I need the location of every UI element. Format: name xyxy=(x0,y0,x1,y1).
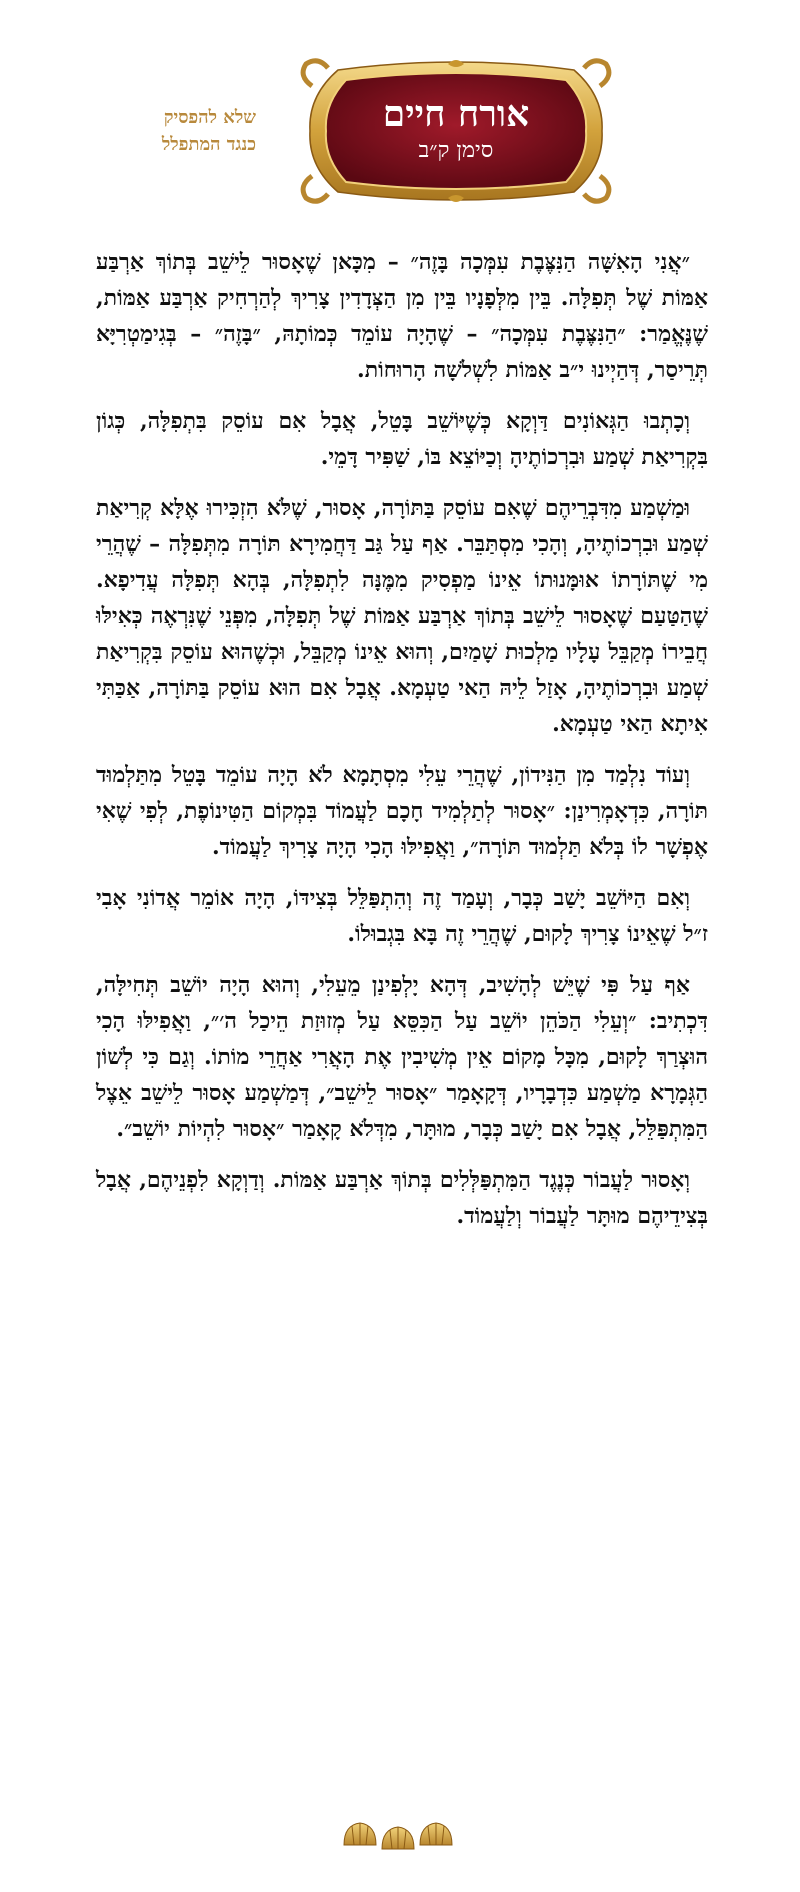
page-header xyxy=(0,0,800,230)
side-note xyxy=(96,104,256,158)
paragraph: אַף עַל פִּי שֶׁיֵּשׁ לְהָשִׁיב, דְּהָא יָלְפִינַן מֵעֵלִי, וְהוּא הָיָה יוֹשֵׁב תְּחִילָּה, דִּכְתִיב: ״וְעֵלִי הַכֹּהֵן יוֹשֵׁב עַל הַכִּסֵּא עַל מְזוּזַת הֵיכַל ה׳״, וַאֲפִילּוּ הָכִי הוּצְרַךְ לָקוּם, מִכָּל מָקוֹם אֵין מְשִׁיבִין אֶת הָאֲרִי אַחֲרֵי מוֹתוֹ. וְגַם כִּי לְשׁוֹן הַגְּמָרָא מַשְׁמַע כִּדְבָרָיו, דְּקָאָמַר ״אָסוּר לֵישֵׁב״, דְּמַשְׁמַע אָסוּר לֵישֵׁב אֵצֶל הַמִּתְפַּלֵּל, אֲבָל אִם יָשַׁב כְּבָר, מוּתָּר, מִדְּלֹא קָאָמַר ״אָסוּר לִהְיוֹת יוֹשֵׁב״. xyxy=(96,972,708,1142)
paragraph: וְעוֹד נִלְמַד מִן הַנִּידוֹן, שֶׁהֲרֵי עֵלִי מִסְתָמָא לֹא הָיָה עוֹמֵד בָּטֵל מִתַּלְמוּד תּוֹרָה, כִּדְאָמְרִינַן: ״אָסוּר לְתַלְמִיד חָכָם לַעֲמוֹד בִּמְקוֹם הַטִּינוֹפֶת, לְפִי שֶׁאִי אֶפְשָׁר לוֹ בְּלֹא תַּלְמוּד תּוֹרָה״, וַאֲפִילּוּ הָכִי הָיָה צָרִיךְ לַעֲמוֹד. xyxy=(96,762,708,860)
paragraph: ״אֲנִי הָאִשָּׁה הַנִּצֶּבֶת עִמְּכָה בָּזֶה״ – מִכָּאן שֶׁאָסוּר לֵישֵׁב בְּתוֹךְ אַרְבַּע אַמּוֹת שֶׁל תְּפִלָּה. בֵּין מִלְּפָנָיו בֵּין מִן הַצְּדָדִין צָרִיךְ לְהַרְחִיק אַרְבַּע אַמּוֹת, שֶׁנֶּאֱמַר: ״הַנִּצֶּבֶת עִמְּכָה״ – שֶׁהָיָה עוֹמֵד כְּמוֹתָהּ, ״בָּזֶה״ – בְּגִימַטְרִיָּא תְּרֵיסַר, דְּהַיְינוּ י״ב אַמּוֹת לִשְׁלֹשָׁה הָרוּחוֹת. xyxy=(96,249,708,383)
side-note-line: כנגד המתפלל xyxy=(161,134,256,155)
paragraph: וְכָתְבוּ הַגְּאוֹנִים דַּוְקָא כְּשֶׁיּוֹשֵׁב בָּטֵל, אֲבָל אִם עוֹסֵק בִּתְפִלָּה, כְּגוֹן בִּקְרִיאַת שְׁמַע וּבִרְכוֹתֶיהָ וְכַיּוֹצֵא בּוֹ, שַׁפִּיר דָּמֵי. xyxy=(96,408,708,470)
shell-ornament-icon xyxy=(340,1819,460,1855)
section-subtitle: סימן ק״ב xyxy=(418,138,494,163)
section-title: אורח חיים xyxy=(382,93,530,135)
side-note-line: שלא להפסיק xyxy=(163,107,256,128)
paragraph: וּמַשְׁמַע מִדִּבְרֵיהֶם שֶׁאִם עוֹסֵק בַּתּוֹרָה, אָסוּר, שֶׁלֹּא הִזְכִּירוּ אֶלָּא קְרִיאַת שְׁמַע וּבִרְכוֹתֶיהָ, וְהָכִי מִסְתַּבֵּר. אַף עַל גַּב דַּחֲמִירָא תּוֹרָה מִתְּפִלָּה – שֶׁהֲרֵי מִי שֶׁתּוֹרָתוֹ אוּמָּנוּתוֹ אֵינוֹ מַפְסִיק מִמֶּנָּה לִתְפִלָּה, בְּהָא תְּפִלָּה עֲדִיפָא. שֶׁהַטַּעַם שֶׁאָסוּר לֵישֵׁב בְּתוֹךְ אַרְבַּע אַמּוֹת שֶׁל תְּפִלָּה, מִפְּנֵי שֶׁנִּרְאֶה כְּאִילּוּ חֲבֵירוֹ מְקַבֵּל עָלָיו מַלְכוּת שָׁמַיִם, וְהוּא אֵינוֹ מְקַבֵּל, וּכְשֶׁהוּא עוֹסֵק בִּקְרִיאַת שְׁמַע וּבִרְכוֹתֶיהָ, אָזַל לֵיהּ הַאי טַעְמָא. אֲבָל אִם הוּא עוֹסֵק בַּתּוֹרָה, אַכַּתִּי אִיתָא הַאי טַעְמָא. xyxy=(96,495,708,737)
paragraph: וְאִם הַיּוֹשֵׁב יָשַׁב כְּבָר, וְעָמַד זֶה וְהִתְפַּלֵּל בְּצִידּוֹ, הָיָה אוֹמֵר אֲדוֹנִי אָבִי ז״ל שֶׁאֵינוֹ צָרִיךְ לָקוּם, שֶׁהֲרֵי זֶה בָּא בִּגְבוּלוֹ. xyxy=(96,885,708,947)
paragraph: וְאָסוּר לַעֲבוֹר כְּנֶגֶד הַמִּתְפַּלְּלִים בְּתוֹךְ אַרְבַּע אַמּוֹת. וְדַוְקָא לִפְנֵיהֶם, אֲבָל בְּצִידֵיהֶם מוּתָּר לַעֲבוֹר וְלַעֲמוֹד. xyxy=(96,1167,708,1229)
article-body xyxy=(96,244,708,1249)
